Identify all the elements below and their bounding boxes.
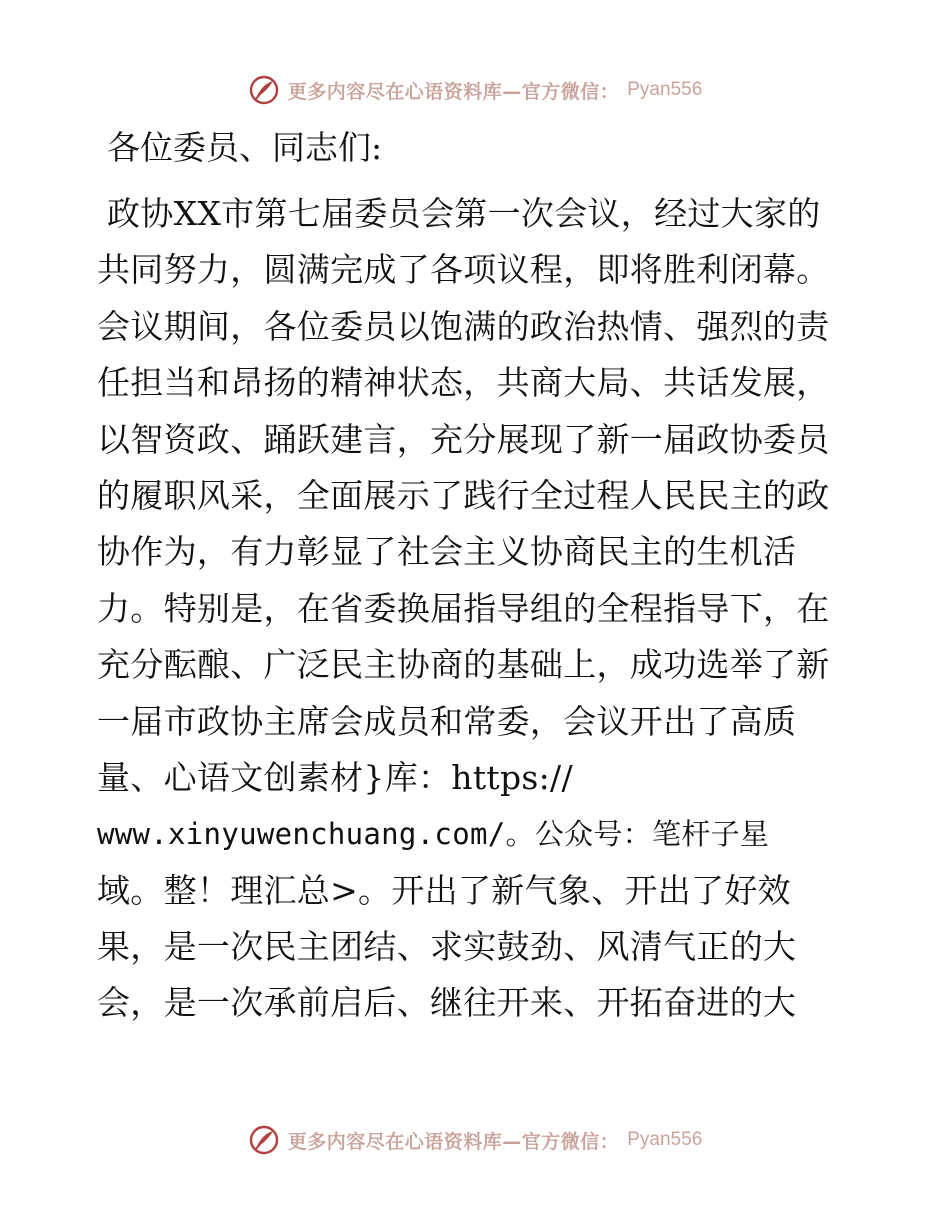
document-body xyxy=(97,118,857,1032)
feather-pen-logo-icon xyxy=(248,1124,280,1156)
text-line: 果，是一次民主团结、求实鼓劲、风清气正的大 xyxy=(97,927,797,967)
text-line: 的履职风采，全面展示了践行全过程人民民主的政 xyxy=(97,475,830,515)
text-line: 政协XX市第七届委员会第一次会议，经过大家的 xyxy=(107,194,821,233)
text-line: 域。整！理汇总>。开出了新气象、开出了好效 xyxy=(97,870,791,910)
text-line: 一届市政协主席会成员和常委，会议开出了高质 xyxy=(97,701,797,741)
text-line: 会，是一次承前启后、继往开来、开拓奋进的大 xyxy=(97,983,797,1023)
watermark-account: Pyan556 xyxy=(627,79,703,100)
text-line-url: www.xinyuwenchuang.com/。公众号：笔杆子星 xyxy=(97,817,770,852)
watermark-text: 更多内容尽在心语资料库—官方微信： xyxy=(287,1130,620,1153)
greeting: 各位委员、同志们: xyxy=(107,128,383,167)
feather-pen-logo-icon xyxy=(248,74,280,106)
watermark-account: Pyan556 xyxy=(627,1129,703,1150)
text-line: 以智资政、踊跃建言，充分展现了新一届政协委员 xyxy=(97,419,830,459)
watermark-text: 更多内容尽在心语资料库—官方微信： xyxy=(287,80,620,103)
text-line: 会议期间，各位委员以饱满的政治热情、强烈的责 xyxy=(97,306,830,346)
text-line: 任担当和昂扬的精神状态，共商大局、共话发展， xyxy=(97,363,830,403)
footer-watermark xyxy=(0,1120,950,1160)
text-line: 共同努力，圆满完成了各项议程，即将胜利闭幕。 xyxy=(97,250,830,290)
text-line: 量、心语文创素材}库：https:// xyxy=(97,757,573,797)
header-watermark xyxy=(0,70,950,110)
text-line: 协作为，有力彰显了社会主义协商民主的生机活 xyxy=(97,532,797,572)
text-line: 充分酝酿、广泛民主协商的基础上，成功选举了新 xyxy=(97,645,830,685)
text-line: 力。特别是，在省委换届指导组的全程指导下，在 xyxy=(97,588,830,628)
